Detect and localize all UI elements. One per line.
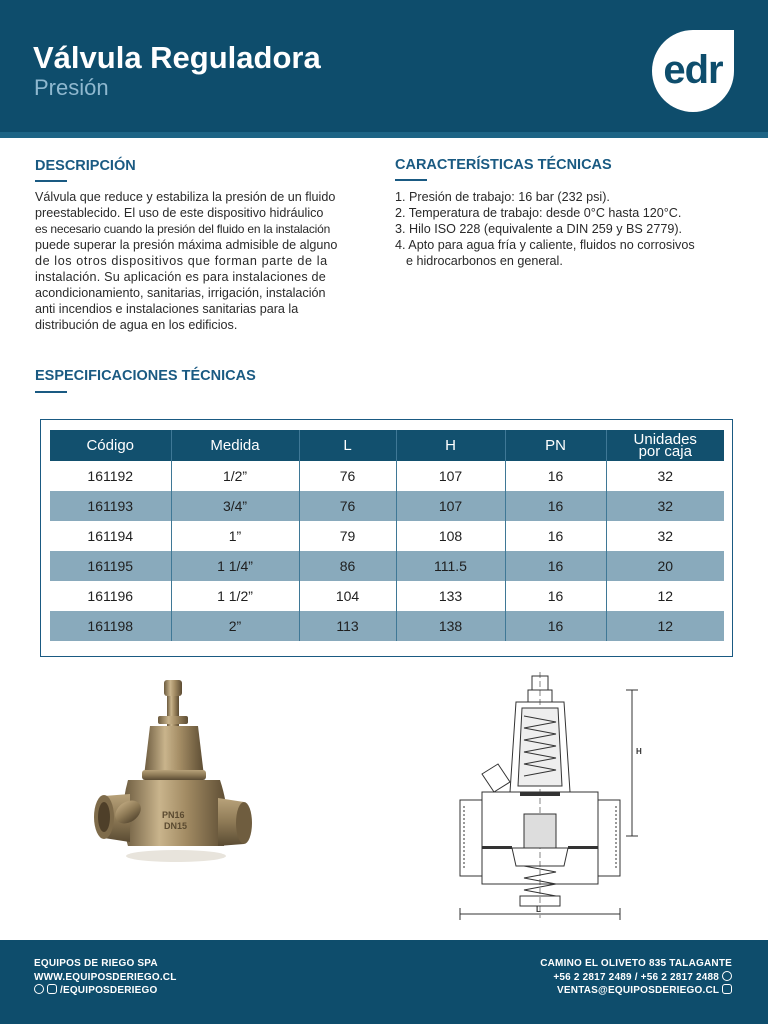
page-footer (0, 940, 768, 1024)
cell-pn: 16 (505, 611, 606, 641)
table-row (50, 491, 724, 521)
header-stripe (0, 132, 768, 138)
cell-l: 104 (299, 581, 396, 611)
units-header-line1: Unidades (633, 430, 697, 448)
footer-right (540, 957, 732, 998)
valve-marking-pn: PN16 (162, 810, 185, 820)
cell-units: 12 (606, 611, 724, 641)
features-list (395, 189, 740, 269)
cell-size: 1” (171, 521, 299, 551)
footer-left (34, 957, 177, 998)
cell-units: 20 (606, 551, 724, 581)
cell-pn: 16 (505, 581, 606, 611)
description-line: instalación. Su aplicación es para instalaciones de (35, 270, 326, 284)
column-header-h: H (396, 430, 505, 461)
cell-h: 138 (396, 611, 505, 641)
footer-email: VENTAS@EQUIPOSDERIEGO.CL (557, 985, 720, 996)
linkedin-icon (47, 984, 57, 994)
specs-table-frame (40, 419, 733, 657)
description-heading-rule (35, 180, 67, 182)
table-row (50, 551, 724, 581)
specs-heading-rule (35, 391, 67, 393)
cell-pn: 16 (505, 491, 606, 521)
feature-item: e hidrocarbonos en general. (406, 254, 563, 268)
cell-h: 107 (396, 491, 505, 521)
page-subtitle: Presión (34, 75, 109, 100)
cell-units: 32 (606, 491, 724, 521)
cell-units: 12 (657, 588, 674, 604)
units-header-line2: por caja (638, 442, 692, 460)
valve-technical-drawing (420, 666, 670, 928)
cell-code: 161195 (50, 551, 171, 581)
cell-l: 113 (299, 611, 396, 641)
valve-marking-dn: DN15 (164, 821, 188, 831)
dimension-h-label: H (636, 747, 642, 756)
footer-email-row[interactable] (540, 984, 732, 998)
cell-h: 108 (396, 521, 505, 551)
cell-l: 76 (299, 491, 396, 521)
table-row (50, 521, 724, 551)
cell-pn: 16 (505, 521, 606, 551)
description-line: puede superar la presión máxima admisible de alguno (35, 238, 338, 252)
description-line: acondicionamiento, sanitarias, irrigación, instalación (35, 286, 326, 300)
description-line: Válvula que reduce y estabiliza la presión de un fluido (35, 190, 336, 204)
description-line: anti incendios e instalaciones sanitarias para la (35, 302, 299, 316)
table-row (50, 581, 724, 611)
mail-icon (722, 984, 732, 994)
features-heading: CARACTERÍSTICAS TÉCNICAS (395, 157, 612, 173)
cell-code: 161192 (50, 461, 171, 491)
footer-company: EQUIPOS DE RIEGO SPA (34, 958, 158, 969)
cell-units: 32 (657, 528, 674, 544)
specs-table (50, 430, 724, 641)
cell-h: 111.5 (396, 551, 505, 581)
cell-l: 76 (299, 461, 396, 491)
cell-units: 32 (657, 468, 674, 484)
description-line: preestablecido. El uso de este dispositivo hidráulico (35, 206, 324, 220)
instagram-icon (34, 984, 44, 994)
column-header-code: Código (50, 430, 171, 461)
column-header-size: Medida (171, 430, 299, 461)
footer-social-handle: /EQUIPOSDERIEGO (59, 985, 158, 996)
cell-l: 86 (299, 551, 396, 581)
feature-item: 2. Temperatura de trabajo: desde 0°C hasta 120°C. (395, 206, 682, 220)
cell-code: 161198 (50, 611, 171, 641)
column-header-l: L (299, 430, 396, 461)
description-heading: DESCRIPCIÓN (35, 158, 136, 174)
dimension-l-label: L (536, 905, 541, 914)
logo-text: edr (663, 48, 723, 92)
column-header-units (606, 430, 724, 461)
feature-item: 3. Hilo ISO 228 (equivalente a DIN 259 y BS 2779). (395, 222, 683, 236)
table-row (50, 611, 724, 641)
cell-h: 133 (396, 581, 505, 611)
footer-address: CAMINO EL OLIVETO 835 TALAGANTE (540, 958, 732, 969)
description-line: es necesario cuando la presión del fluido en la instalación (35, 222, 331, 236)
cell-code: 161194 (50, 521, 171, 551)
cell-pn: 16 (505, 551, 606, 581)
cell-size: 1 1/2” (171, 581, 299, 611)
edr-logo (652, 30, 734, 112)
cell-size: 1 1/4” (171, 551, 299, 581)
cell-pn: 16 (505, 461, 606, 491)
footer-phones: +56 2 2817 2489 / +56 2 2817 2488 (553, 971, 720, 983)
page-header (0, 0, 768, 132)
footer-social[interactable] (34, 984, 177, 998)
phone-icon (722, 971, 732, 981)
features-heading-rule (395, 179, 427, 181)
footer-phones-row (540, 971, 732, 985)
feature-item: 4. Apto para agua fría y caliente, fluidos no corrosivos (395, 238, 695, 252)
description-text (35, 189, 373, 333)
column-header-pn: PN (505, 430, 606, 461)
specs-heading: ESPECIFICACIONES TÉCNICAS (35, 368, 256, 384)
page-title: Válvula Reguladora (33, 40, 321, 75)
cell-size: 1/2” (171, 461, 299, 491)
valve-product-photo (32, 666, 362, 928)
table-row (50, 461, 724, 491)
cell-size: 3/4” (171, 491, 299, 521)
description-line: distribución de agua en los edificios. (35, 318, 238, 332)
cell-h: 107 (396, 461, 505, 491)
footer-website[interactable]: WWW.EQUIPOSDERIEGO.CL (34, 971, 177, 983)
cell-l: 79 (299, 521, 396, 551)
feature-item: 1. Presión de trabajo: 16 bar (232 psi). (395, 190, 610, 204)
table-header-row (50, 430, 724, 461)
cell-code: 161196 (50, 581, 171, 611)
cell-code: 161193 (50, 491, 171, 521)
cell-size: 2” (171, 611, 299, 641)
description-line: de los otros dispositivos que forman parte de la (35, 254, 328, 268)
